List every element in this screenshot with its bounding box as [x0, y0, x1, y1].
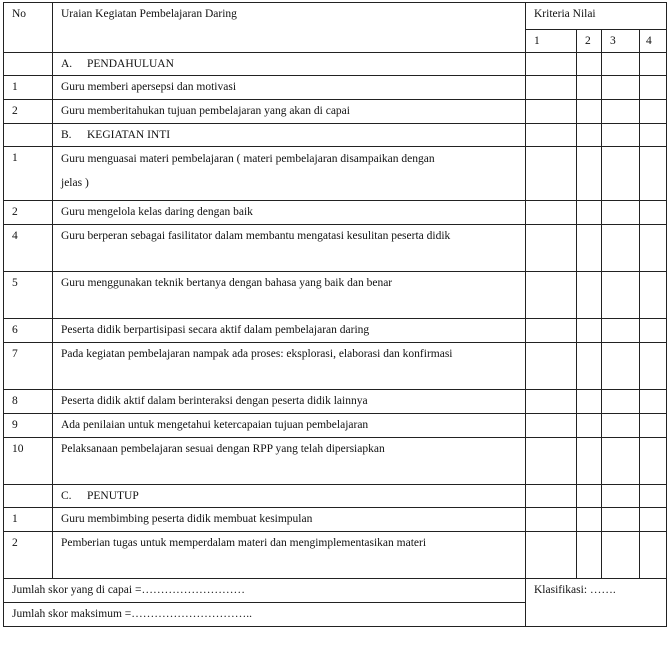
score-cell[interactable]	[640, 272, 667, 319]
row-description: Pemberian tugas untuk memperdalam materi dan mengimplementasikan materi	[53, 532, 526, 579]
table-row	[4, 147, 667, 201]
row-description: Guru memberitahukan tujuan pembelajaran yang akan di capai	[53, 100, 526, 124]
score-cell[interactable]	[526, 100, 577, 124]
row-number: 1	[4, 76, 53, 100]
row-number: 1	[4, 508, 53, 532]
table-row	[4, 390, 667, 414]
score-cell[interactable]	[526, 319, 577, 343]
row-description: Guru mengelola kelas daring dengan baik	[53, 201, 526, 225]
score-cell[interactable]	[526, 485, 577, 508]
score-header-2: 2	[577, 30, 602, 53]
score-cell[interactable]	[577, 53, 602, 76]
score-cell[interactable]	[577, 532, 602, 579]
score-cell[interactable]	[640, 100, 667, 124]
row-description-line2: jelas )	[61, 177, 89, 189]
score-cell[interactable]	[640, 201, 667, 225]
score-cell[interactable]	[640, 485, 667, 508]
row-number: 2	[4, 532, 53, 579]
header-row	[4, 3, 667, 30]
section-no-cell	[4, 53, 53, 76]
score-cell[interactable]	[640, 343, 667, 390]
table-row	[4, 508, 667, 532]
row-description	[53, 147, 526, 201]
score-cell[interactable]	[602, 124, 640, 147]
score-cell[interactable]	[602, 225, 640, 272]
score-cell[interactable]	[640, 508, 667, 532]
row-number: 6	[4, 319, 53, 343]
table-row	[4, 319, 667, 343]
score-cell[interactable]	[577, 124, 602, 147]
table-row	[4, 201, 667, 225]
row-number: 5	[4, 272, 53, 319]
score-cell[interactable]	[602, 319, 640, 343]
score-header-1: 1	[526, 30, 577, 53]
score-cell[interactable]	[577, 319, 602, 343]
section-no-cell	[4, 485, 53, 508]
score-cell[interactable]	[577, 508, 602, 532]
score-cell[interactable]	[640, 532, 667, 579]
assessment-rubric-table	[3, 2, 667, 627]
table-row	[4, 343, 667, 390]
section-title-a: A. PENDAHULUAN	[53, 53, 526, 76]
section-row-a	[4, 53, 667, 76]
score-cell[interactable]	[602, 147, 640, 201]
score-cell[interactable]	[602, 100, 640, 124]
row-description: Pelaksanaan pembelajaran sesuai dengan RPP yang telah dipersiapkan	[53, 438, 526, 485]
row-number: 4	[4, 225, 53, 272]
row-number: 2	[4, 201, 53, 225]
row-number: 9	[4, 414, 53, 438]
row-description: Peserta didik berpartisipasi secara aktif dalam pembelajaran daring	[53, 319, 526, 343]
row-description: Pada kegiatan pembelajaran nampak ada proses: eksplorasi, elaborasi dan konfirmasi	[53, 343, 526, 390]
row-description-line1: Guru menguasai materi pembelajaran ( materi pembelajaran disampaikan dengan	[61, 153, 435, 165]
table-row	[4, 100, 667, 124]
section-title-b: B. KEGIATAN INTI	[53, 124, 526, 147]
row-number: 2	[4, 100, 53, 124]
score-cell[interactable]	[640, 76, 667, 100]
score-cell[interactable]	[602, 485, 640, 508]
score-cell[interactable]	[602, 272, 640, 319]
score-cell[interactable]	[640, 147, 667, 201]
row-description: Guru menggunakan teknik bertanya dengan bahasa yang baik dan benar	[53, 272, 526, 319]
section-row-b	[4, 124, 667, 147]
score-cell[interactable]	[640, 225, 667, 272]
score-achieved-field[interactable]: Jumlah skor yang di capai =………………………	[4, 579, 526, 603]
section-row-c	[4, 485, 667, 508]
score-cell[interactable]	[602, 343, 640, 390]
score-cell[interactable]	[640, 319, 667, 343]
score-cell[interactable]	[526, 532, 577, 579]
score-cell[interactable]	[640, 438, 667, 485]
score-cell[interactable]	[577, 390, 602, 414]
score-cell[interactable]	[602, 508, 640, 532]
row-description: Guru berperan sebagai fasilitator dalam membantu mengatasi kesulitan peserta didik	[53, 225, 526, 272]
score-cell[interactable]	[577, 201, 602, 225]
score-cell[interactable]	[526, 53, 577, 76]
row-description: Ada penilaian untuk mengetahui ketercapaian tujuan pembelajaran	[53, 414, 526, 438]
score-cell[interactable]	[602, 390, 640, 414]
table-row	[4, 414, 667, 438]
score-cell[interactable]	[526, 147, 577, 201]
score-cell[interactable]	[526, 414, 577, 438]
footer-row-score	[4, 579, 667, 603]
score-cell[interactable]	[602, 76, 640, 100]
header-criteria: Kriteria Nilai	[526, 3, 667, 30]
header-no: No	[4, 3, 53, 53]
table-row	[4, 438, 667, 485]
score-cell[interactable]	[526, 343, 577, 390]
score-cell[interactable]	[602, 53, 640, 76]
score-cell[interactable]	[526, 508, 577, 532]
row-description: Guru membimbing peserta didik membuat kesimpulan	[53, 508, 526, 532]
score-cell[interactable]	[526, 124, 577, 147]
table-row	[4, 532, 667, 579]
row-number: 7	[4, 343, 53, 390]
score-cell[interactable]	[577, 100, 602, 124]
row-number: 10	[4, 438, 53, 485]
score-cell[interactable]	[577, 147, 602, 201]
row-description: Guru memberi apersepsi dan motivasi	[53, 76, 526, 100]
score-cell[interactable]	[526, 272, 577, 319]
score-cell[interactable]	[526, 225, 577, 272]
score-cell[interactable]	[602, 532, 640, 579]
score-cell[interactable]	[602, 201, 640, 225]
score-cell[interactable]	[577, 76, 602, 100]
score-cell[interactable]	[577, 272, 602, 319]
section-title-c: C. PENUTUP	[53, 485, 526, 508]
row-number: 1	[4, 147, 53, 201]
score-cell[interactable]	[526, 390, 577, 414]
table-row	[4, 76, 667, 100]
table-row	[4, 272, 667, 319]
score-cell[interactable]	[640, 414, 667, 438]
score-header-3: 3	[602, 30, 640, 53]
score-header-4: 4	[640, 30, 667, 53]
table-row	[4, 225, 667, 272]
score-cell[interactable]	[640, 53, 667, 76]
classification-field[interactable]: Klasifikasi: …….	[526, 579, 667, 627]
score-max-field[interactable]: Jumlah skor maksimum =…………………………..	[4, 603, 526, 627]
score-cell[interactable]	[577, 225, 602, 272]
row-number: 8	[4, 390, 53, 414]
score-cell[interactable]	[577, 414, 602, 438]
score-cell[interactable]	[577, 485, 602, 508]
score-cell[interactable]	[577, 438, 602, 485]
score-cell[interactable]	[526, 201, 577, 225]
score-cell[interactable]	[640, 124, 667, 147]
score-cell[interactable]	[526, 76, 577, 100]
score-cell[interactable]	[577, 343, 602, 390]
score-cell[interactable]	[526, 438, 577, 485]
score-cell[interactable]	[602, 414, 640, 438]
score-cell[interactable]	[602, 438, 640, 485]
section-no-cell	[4, 124, 53, 147]
row-description: Peserta didik aktif dalam berinteraksi dengan peserta didik lainnya	[53, 390, 526, 414]
header-description: Uraian Kegiatan Pembelajaran Daring	[53, 3, 526, 53]
score-cell[interactable]	[640, 390, 667, 414]
